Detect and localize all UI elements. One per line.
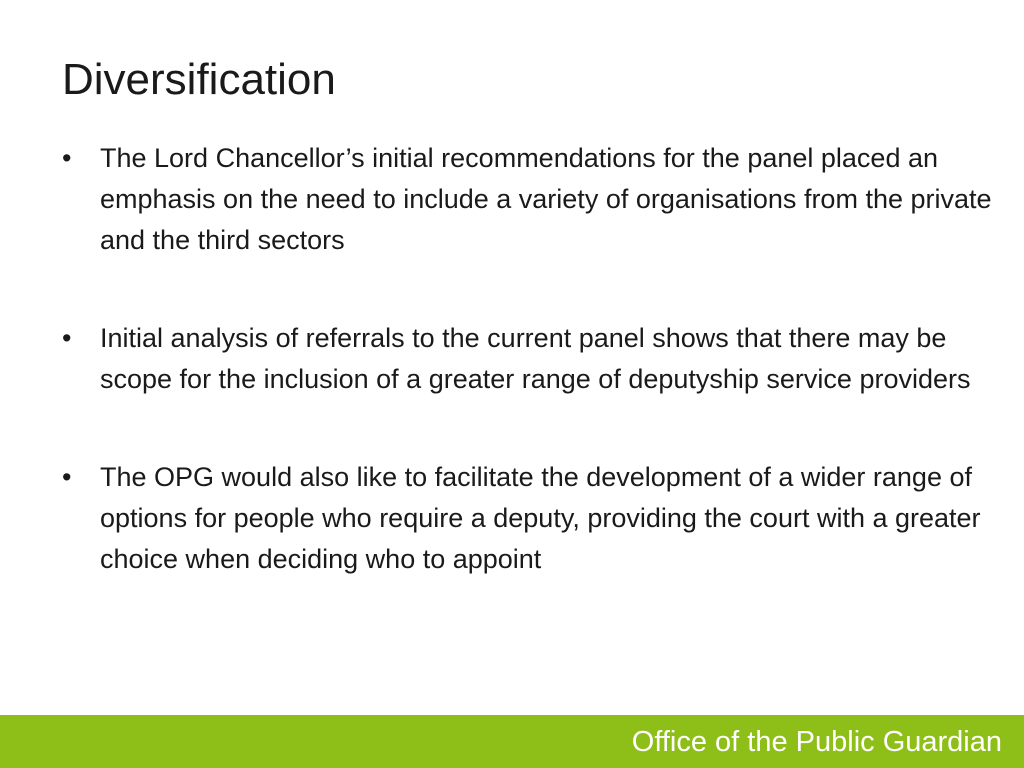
bullet-icon: • [62, 462, 72, 492]
bullet-item [62, 318, 1002, 400]
footer-bar [0, 715, 1024, 768]
bullet-text: The Lord Chancellor’s initial recommendations for the panel placed an emphasis on the need to include a variety of organisations from the private and the third sectors [100, 143, 992, 255]
bullet-icon: • [62, 323, 72, 353]
bullet-text: The OPG would also like to facilitate the development of a wider range of options for people who require a deputy, providing the court with a greater choice when deciding who to appoint [100, 462, 981, 574]
bullet-item [62, 457, 1002, 580]
bullet-text: Initial analysis of referrals to the current panel shows that there may be scope for the inclusion of a greater range of deputyship service providers [100, 323, 971, 394]
slide-title: Diversification [62, 55, 336, 104]
bullet-item [62, 138, 1002, 261]
bullet-icon: • [62, 143, 72, 173]
footer-organisation-name: Office of the Public Guardian [631, 726, 1002, 758]
bullet-list [62, 138, 1002, 580]
